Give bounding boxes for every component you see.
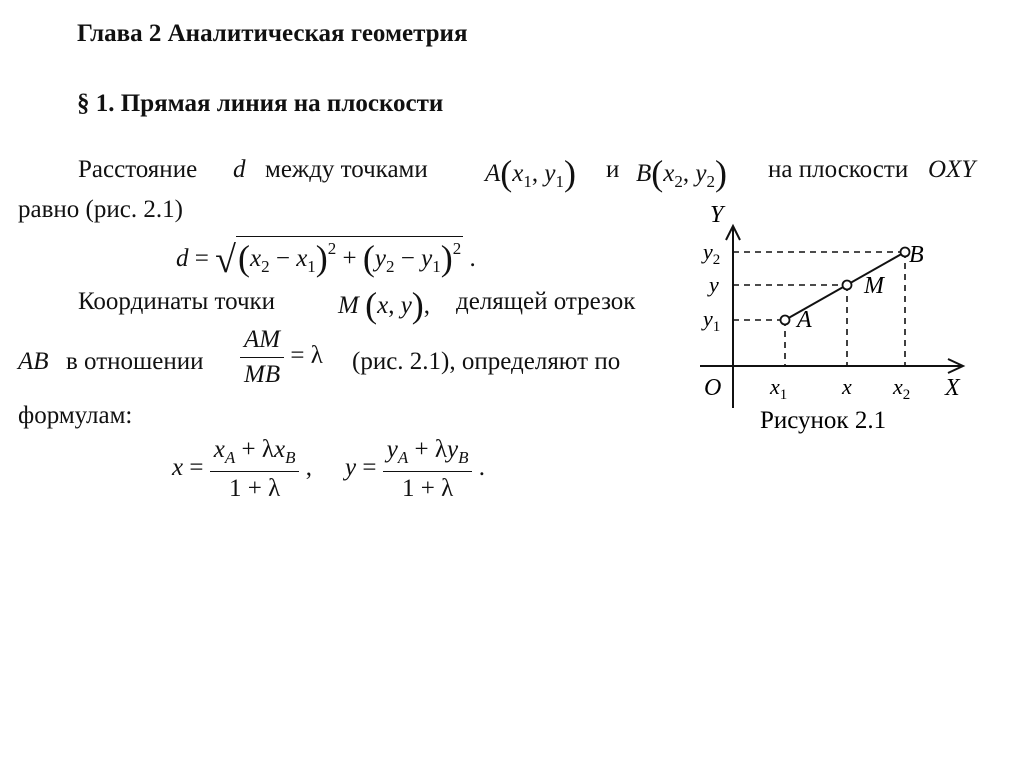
section-formula-y: y = $\frac{y_A + \lambda y_B}{1 + \lambda}$ . — [345, 436, 485, 502]
para1-d: d — [233, 156, 246, 183]
label-A: A — [797, 307, 812, 333]
para2-lead: Координаты точки — [78, 288, 276, 315]
para2-ref: (рис. 2.1), определяют по — [352, 348, 621, 375]
axis-x-label: X — [945, 375, 960, 401]
distance-formula: $d = √(x_2 - x_1)^2 + (y_2 - y_1)^2$ . — [176, 238, 476, 281]
para2-formulas: формулам: — [18, 402, 133, 429]
point-A-coords: $A(x_1$, $y_1$) — [485, 153, 576, 193]
tick-x2: $x_2$ — [893, 374, 911, 403]
tick-x1: $x_1$ — [770, 374, 788, 403]
ratio-denominator: MB — [244, 361, 281, 388]
origin-label: O — [704, 375, 722, 401]
formula-y-denominator: 1 + λ — [401, 475, 454, 502]
label-M: M — [864, 273, 884, 299]
para1-and: и — [606, 156, 620, 183]
ratio-fraction: $\frac{AM}{MB}$ = λ — [240, 326, 323, 389]
point-M-coords: M (x, y), — [338, 285, 431, 325]
point-B-coords: $B(x_2$, $y_2$) — [636, 153, 727, 193]
point-A-marker — [781, 316, 790, 325]
para1-on-plane: на плоскости — [768, 156, 909, 183]
section-formula-x: x = $\frac{x_A + \lambda x_B}{1 + \lambda}$ , — [172, 436, 312, 502]
axis-y-label: Y — [710, 202, 724, 228]
point-B-label: B — [636, 160, 652, 187]
ratio-lambda: λ — [310, 342, 323, 370]
para1-between: между точками — [265, 156, 428, 183]
point-M-marker — [843, 281, 852, 290]
label-B: B — [909, 242, 924, 268]
tick-y2: $y_2$ — [703, 239, 721, 268]
tick-x: x — [842, 374, 852, 399]
segment-AB: AB — [18, 348, 49, 375]
para2-dividing: делящей отрезок — [456, 288, 636, 315]
formula-x-denominator: 1 + λ — [228, 475, 281, 502]
ratio-numerator: AM — [240, 326, 284, 358]
section-title: § 1. Прямая линия на плоскости — [77, 90, 444, 117]
tick-y: y — [709, 272, 719, 297]
para1-OXY: OXY — [928, 156, 976, 183]
point-A-label: A — [485, 160, 501, 187]
figure-caption: Рисунок 2.1 — [760, 407, 887, 434]
para1-line2: равно (рис. 2.1) — [18, 196, 183, 223]
para2-in-ratio: в отношении — [66, 348, 204, 375]
point-M-label: M — [338, 292, 359, 319]
tick-y1: $y_1$ — [703, 306, 721, 335]
para1-lead: Расстояние — [78, 156, 198, 183]
chapter-title: Глава 2 Аналитическая геометрия — [77, 20, 468, 47]
